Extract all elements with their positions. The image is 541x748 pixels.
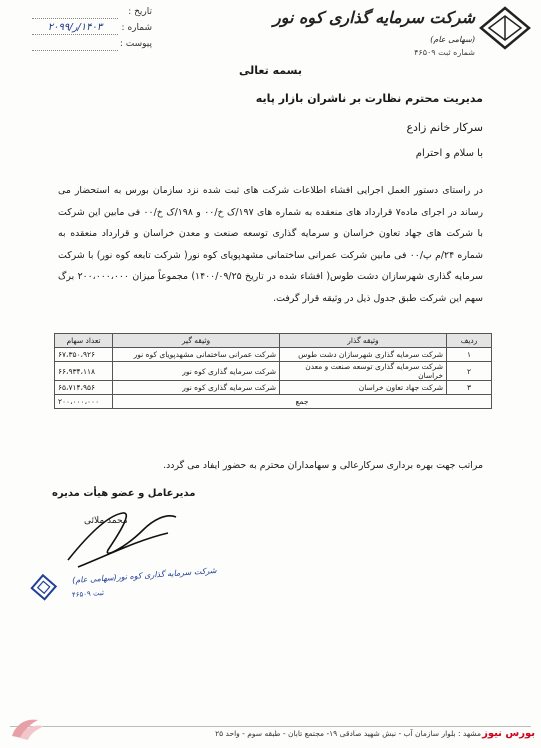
table-total-row bbox=[55, 395, 492, 409]
letter-meta bbox=[32, 4, 152, 52]
table-row bbox=[55, 348, 492, 362]
letter-addressee: مدیریت محترم نظارت بر ناشران بازار پایه bbox=[255, 92, 483, 105]
col-header-pledgee: وثیقه گیر bbox=[113, 334, 280, 348]
share-count-cell: ۶۵،۷۱۴،۹۵۶ bbox=[55, 381, 113, 395]
date-value bbox=[32, 6, 118, 19]
total-value: ۲۰۰،۰۰۰،۰۰۰ bbox=[55, 395, 113, 409]
pledgor-cell: شرکت سرمایه گذاری توسعه صنعت و معدن خراسان bbox=[280, 362, 447, 381]
company-name bbox=[255, 8, 475, 46]
share-count-cell: ۶۷،۳۵۰،۹۲۶ bbox=[55, 348, 113, 362]
footer-divider bbox=[10, 726, 531, 727]
pledgee-cell: شرکت سرمایه گذاری کوه نور bbox=[113, 381, 280, 395]
attachment-value bbox=[32, 38, 118, 51]
table-row bbox=[55, 381, 492, 395]
stamp-company-name: شرکت سرمایه گذاری کوه نور(سهامی عام) bbox=[71, 565, 217, 586]
pledgee-cell: شرکت عمرانی ساختمانی مشهدپویای کوه نور bbox=[113, 348, 280, 362]
pledgee-cell: شرکت سرمایه گذاری کوه نور bbox=[113, 362, 280, 381]
pledgor-cell: شرکت جهاد تعاون خراسان bbox=[280, 381, 447, 395]
table-row bbox=[55, 362, 492, 381]
company-logo-icon bbox=[479, 6, 531, 50]
table-header-row bbox=[55, 334, 492, 348]
pledgor-cell: شرکت سرمایه گذاری شهرسازان دشت طوس bbox=[280, 348, 447, 362]
date-label: تاریخ : bbox=[128, 7, 152, 17]
signer-title: مدیرعامل و عضو هیأت مدیره bbox=[52, 488, 196, 499]
col-header-share-count: تعداد سهام bbox=[55, 334, 113, 348]
stamp-registration: ثبت ۴۶۵۰۹ bbox=[71, 588, 105, 600]
letter-greeting: با سلام و احترام bbox=[415, 148, 483, 159]
collateral-table bbox=[54, 333, 492, 409]
col-header-row-number: ردیف bbox=[447, 334, 492, 348]
total-label: جمع bbox=[113, 395, 492, 409]
number-value: ۱۴۰۳/ر/۲۰۹۹ bbox=[32, 22, 118, 35]
number-label: شماره : bbox=[121, 23, 152, 33]
letter-salutation: سرکار خانم زادع bbox=[406, 121, 483, 134]
date-row bbox=[32, 4, 152, 20]
share-count-cell: ۶۶،۹۳۴،۱۱۸ bbox=[55, 362, 113, 381]
row-number: ۱ bbox=[447, 348, 492, 362]
company-registration: شماره ثبت ۴۶۵۰۹ bbox=[414, 48, 475, 57]
company-name-text: شرکت سرمایه گذاری کوه نور bbox=[273, 8, 475, 27]
row-number: ۳ bbox=[447, 381, 492, 395]
attachment-label: پیوست : bbox=[119, 39, 152, 49]
letter-body: در راستای دستور العمل اجرایی افشاء اطلاعات شرکت های ثبت شده نزد سازمان بورس به استحضار می رساند در اجرای ماده۷ قرارداد های منعقده به شماره های ۱۹۷/ک خ/۰۰ و ۱۹۸/ک خ/۰۰ فی مابین این شرکت با شرکت های جهاد تعاون خراسان و سرمایه گذاری توسعه صنعت و معدن خراسان و قرارداد منعقده به شماره ۲۴/م پ/۰۰ فی مابین شرکت عمرانی ساختمانی مشهدپویای کوه نور( شرکت تابعه کوه نور) با شرکت سرمایه گذاری شهرسازان دشت طوس( افشاء شده در تاریخ ۱۴۰۰/۰۹/۲۵) مجموعاً میزان ۲۰۰،۰۰۰،۰۰۰ برگ سهم این شرکت طبق جدول ذیل در وثیقه قرار گرفت. bbox=[58, 185, 483, 304]
bourse-news-logo-icon bbox=[8, 714, 48, 742]
bourse-news-watermark: بورس نیوز bbox=[482, 728, 535, 739]
company-type: (سهامی عام) bbox=[430, 35, 475, 44]
signer-name: محمد ملائی bbox=[84, 516, 128, 526]
company-heading bbox=[255, 8, 475, 57]
number-row bbox=[32, 20, 152, 36]
letter-title: بسمه تعالی bbox=[239, 64, 302, 77]
footer-address: مشهد : بلوار سازمان آب - نبش شهید صادقی ۱۹- مجتمع تابان - طبقه سوم - واحد ۲۵ bbox=[215, 729, 481, 738]
row-number: ۲ bbox=[447, 362, 492, 381]
col-header-pledgor: وثیقه گذار bbox=[280, 334, 447, 348]
attachment-row bbox=[32, 36, 152, 52]
letter-closing: مراتب جهت بهره برداری سرکارعالی و سهامداران محترم به حضور ایفاد می گردد. bbox=[163, 460, 483, 471]
